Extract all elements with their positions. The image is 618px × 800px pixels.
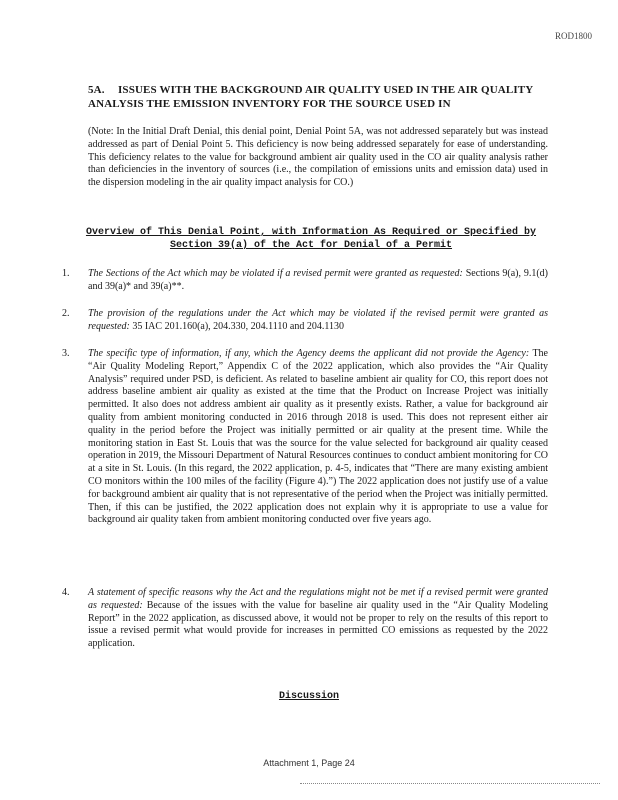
- list-item-text: Sections 9(a), 9.1(d) and 39(a)* and 39(a)**.: [88, 268, 548, 292]
- list-item-number: 3.: [62, 348, 70, 359]
- list-item-text: 35 IAC 201.160(a), 204.330, 204.1110 and 204.1130: [129, 320, 344, 332]
- note-paragraph: (Note: In the Initial Draft Denial, this denial point, Denial Point 5A, was not addressed separately but was instead addressed as part of Denial Point 5. This deficiency is now being addressed separately for ease of understanding. This deficiency relates to the value for background ambient air quality used in the CO air quality analysis rather than deficiencies in the inventory of sources (i.e., the compilation of emissions units and emission data) used in the dispersion modeling in the air quality impact analysis for CO.): [88, 126, 548, 189]
- list-item-lead: The specific type of information, if any, which the Agency deems the applicant did not provide the Agency:: [88, 348, 530, 359]
- list-item-body: [88, 268, 548, 294]
- list-item-number: 4.: [62, 587, 70, 598]
- list-item-lead: The Sections of the Act which may be violated if a revised permit were granted as requested:: [88, 268, 463, 279]
- page-id-stamp: ROD1800: [554, 31, 592, 41]
- list-item-lead: The provision of the regulations under the Act which may be violated if the revised permit were granted as requested:: [88, 308, 548, 332]
- section-number: 5A.: [88, 84, 105, 96]
- list-item-1: [62, 268, 548, 294]
- list-item-text: The “Air Quality Modeling Report,” Appendix C of the 2022 application, which also provides the “Air Quality Analysis” required under PSD, is deficient. As related to baseline ambient air quality for CO, this report does not address baseline ambient air quality as existed at the time that the Product on Increase Project was initially permitted. It also does not address ambient air quality as it presently exists. Rather, a value for background air quality from ambient monitoring conducted in 2016 through 2018 is used. This does not represent either air quality in the period before the Project was initially permitted or air quality at the present time. While the monitoring station in East St. Louis that was the source for the value selected for background air quality ceased operation in 2019, the Missouri Department of Natural Resources continues to conduct ambient monitoring for CO at a site in St. Louis. (In this regard, the 2022 application, p. 4-5, indicates that “There are many existing ambient CO monitors within the 100 miles of the facility (Figure 4).”) The 2022 application does not justify use of a value for background ambient air quality that is not representative of the period when the Project was initially permitted. Then, if this can be justified, the 2022 application does not explain why it is appropriate to use a value for background air quality taken from ambient monitoring conducted over five years ago.: [88, 348, 548, 526]
- list-item-body: [88, 348, 548, 527]
- list-item-number: 1.: [62, 268, 70, 279]
- list-item-lead: A statement of specific reasons why the Act and the regulations might not be met if a revised permit were granted as requested:: [88, 587, 548, 611]
- list-item-3: [62, 348, 548, 527]
- list-item-body: [88, 587, 548, 651]
- scan-artifact-line: [300, 783, 600, 784]
- section-heading: [88, 83, 548, 111]
- page-footer: Attachment 1, Page 24: [263, 758, 355, 768]
- list-item-text: Because of the issues with the value for baseline air quality used in the “Air Quality Modeling Report” in the 2022 application, as discussed above, it would not be proper to rely on the results of this report to issue a revised permit what would provide for increases in permitted CO emissions as requested by the 2022 application.: [88, 599, 549, 650]
- section-title: ISSUES WITH THE BACKGROUND AIR QUALITY USED IN THE AIR QUALITY ANALYSIS THE EMISSION INVENTORY FOR THE SOURCE USED IN: [88, 84, 533, 110]
- list-item-number: 2.: [62, 308, 70, 319]
- list-item-body: [88, 308, 548, 334]
- list-item-2: [62, 308, 548, 334]
- discussion-title: Discussion: [278, 691, 339, 702]
- overview-title: Overview of This Denial Point, with Information As Required or Specified by Section 39(a) of the Act for Denial of a Permit: [85, 227, 537, 251]
- list-item-4: [62, 587, 548, 651]
